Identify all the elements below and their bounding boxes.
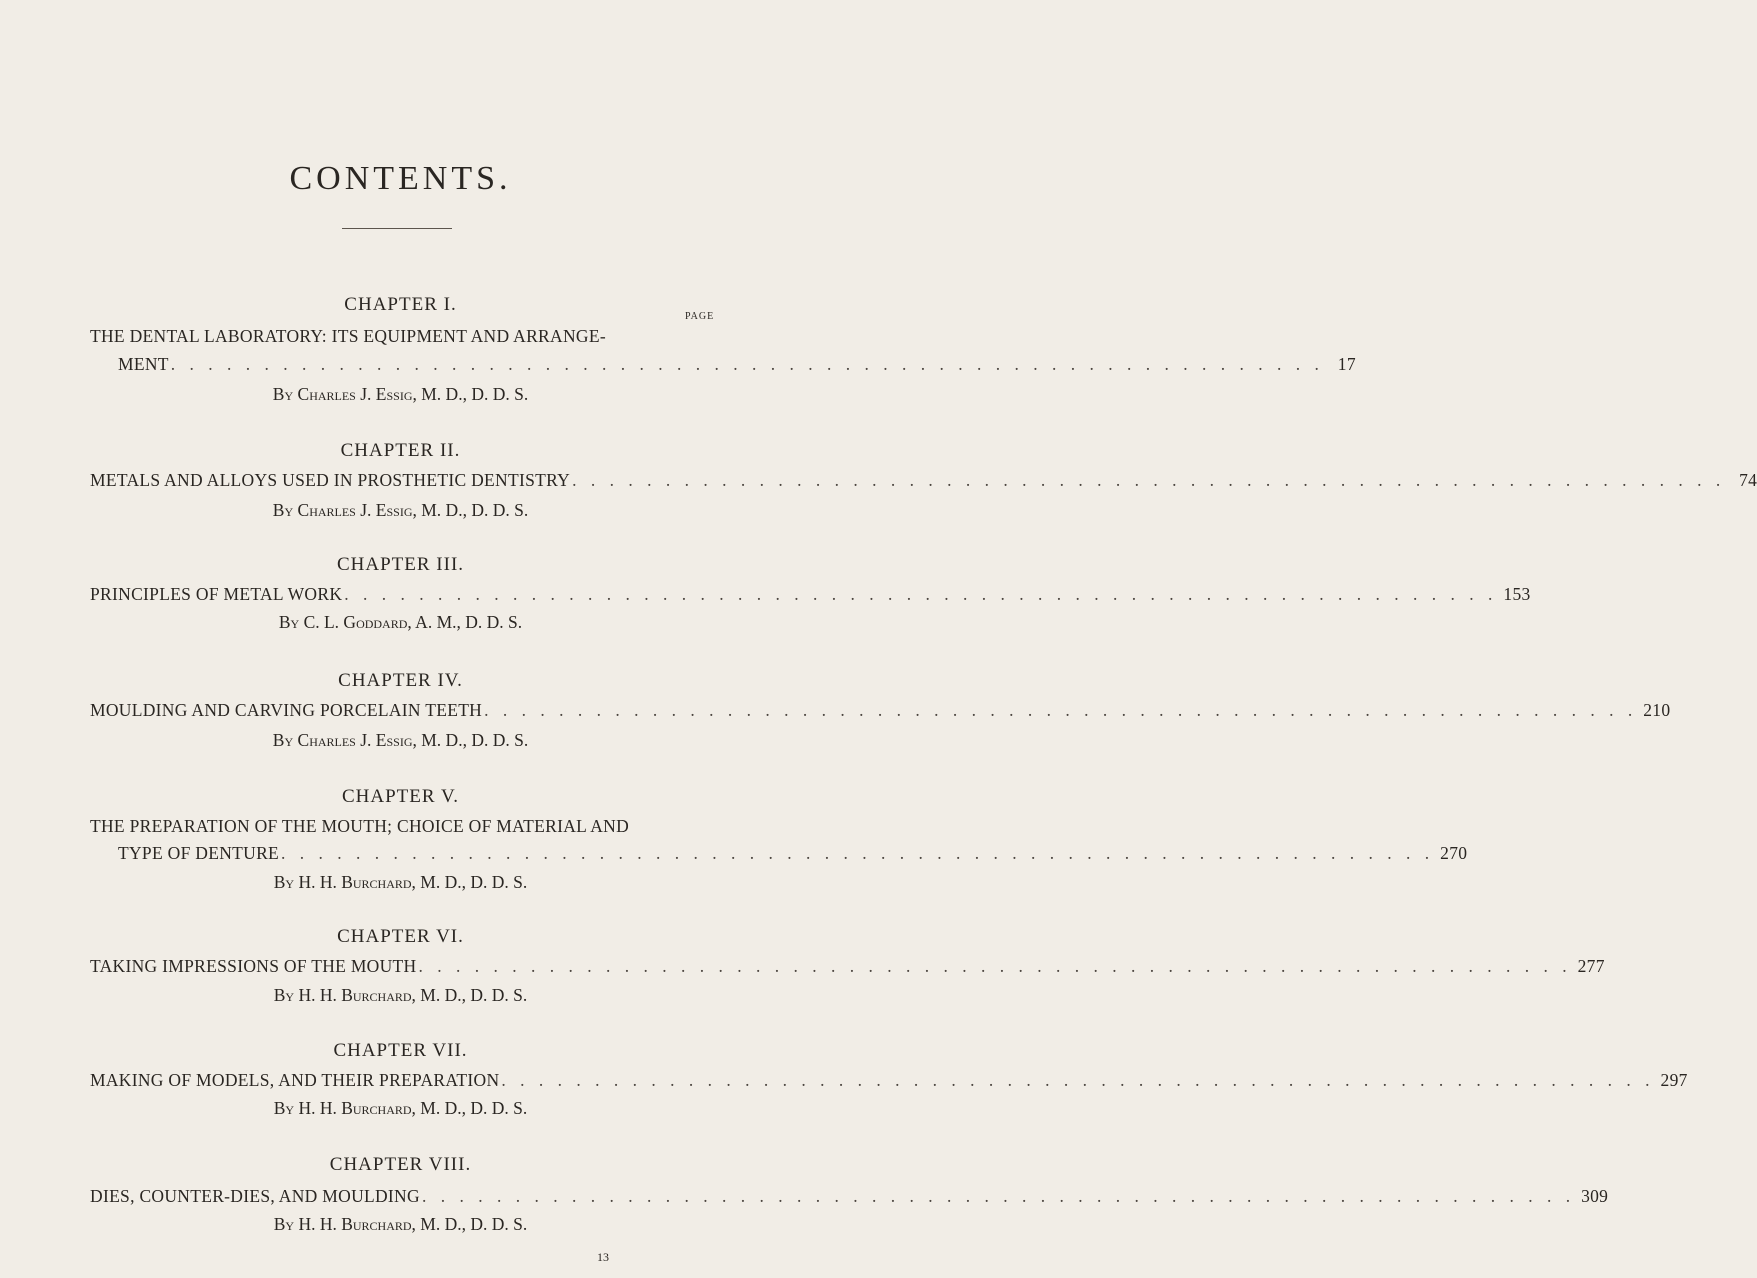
author-by: By — [273, 872, 295, 892]
chapter-author — [0, 612, 801, 633]
page-number: 74 — [1739, 470, 1757, 490]
chapter-author — [0, 384, 801, 405]
chapter-title: TAKING IMPRESSIONS OF THE MOUTH — [90, 956, 417, 976]
chapter-title: THE PREPARATION OF THE MOUTH; CHOICE OF MATERIAL AND — [90, 816, 630, 836]
toc-entry — [118, 843, 1468, 864]
dot-leader: . . . . . . . . . . . . . . . . . . . . . . . . . . . . . . . . . . . . . . . . . . . . . . . . . . . . . . . . . . . . . . — [418, 956, 1572, 976]
author-name: H. H. Burchard, M. D., D. D. S. — [298, 1098, 528, 1118]
chapter-author — [0, 1214, 801, 1235]
author-by: By — [278, 612, 300, 632]
page-number: 270 — [1440, 843, 1468, 863]
author-name: Charles J. Essig, M. D., D. D. S. — [297, 730, 529, 750]
toc-entry — [90, 956, 1605, 977]
page-number: 210 — [1643, 700, 1671, 720]
toc-entry — [90, 470, 1757, 491]
dot-leader: . . . . . . . . . . . . . . . . . . . . . . . . . . . . . . . . . . . . . . . . . . . . . . . . . . . . . . . . . . . . . . — [281, 843, 1435, 863]
author-name: H. H. Burchard, M. D., D. D. S. — [298, 872, 528, 892]
toc-entry — [90, 1070, 1688, 1091]
author-by: By — [273, 1214, 295, 1234]
chapter-author — [0, 500, 801, 521]
author-by: By — [272, 384, 294, 404]
dot-leader: . . . . . . . . . . . . . . . . . . . . . . . . . . . . . . . . . . . . . . . . . . . . . . . . . . . . . . . . . . . . . . — [501, 1070, 1655, 1090]
dot-leader: . . . . . . . . . . . . . . . . . . . . . . . . . . . . . . . . . . . . . . . . . . . . . . . . . . . . . . . . . . . . . . — [572, 470, 1726, 490]
chapter-heading: CHAPTER VI. — [337, 926, 464, 947]
page-number: 277 — [1577, 956, 1605, 976]
author-name: H. H. Burchard, M. D., D. D. S. — [298, 1214, 528, 1234]
chapter-heading: CHAPTER I. — [344, 294, 457, 315]
dot-leader: . . . . . . . . . . . . . . . . . . . . . . . . . . . . . . . . . . . . . . . . . . . . . . . . . . . . . . . . . . . . . . — [344, 584, 1498, 604]
dot-leader: . . . . . . . . . . . . . . . . . . . . . . . . . . . . . . . . . . . . . . . . . . . . . . . . . . . . . . . . . . . . . . — [484, 700, 1638, 720]
page-number: 17 — [1337, 354, 1356, 374]
dot-leader: . . . . . . . . . . . . . . . . . . . . . . . . . . . . . . . . . . . . . . . . . . . . . . . . . . . . . . . . . . . . . . — [421, 1186, 1576, 1206]
chapter-author — [0, 730, 801, 751]
author-name: Charles J. Essig, M. D., D. D. S. — [297, 384, 529, 404]
page-title: CONTENTS. — [289, 160, 512, 197]
toc-entry — [90, 700, 1671, 721]
chapter-author — [0, 872, 801, 893]
chapter-heading: CHAPTER V. — [342, 786, 459, 807]
chapter-title-continued: TYPE OF DENTURE — [118, 843, 280, 863]
chapter-author — [0, 1098, 801, 1119]
chapter-heading: CHAPTER VIII. — [329, 1154, 472, 1175]
dot-leader: . . . . . . . . . . . . . . . . . . . . . . . . . . . . . . . . . . . . . . . . . . . . . . . . . . . . . . . . . . . . . . — [170, 354, 1324, 374]
page-number: 297 — [1660, 1070, 1688, 1090]
author-by: By — [273, 985, 295, 1005]
chapter-author — [0, 985, 801, 1006]
chapter-heading: CHAPTER III. — [336, 554, 465, 575]
author-name: Charles J. Essig, M. D., D. D. S. — [297, 500, 529, 520]
title-rule — [342, 228, 452, 229]
chapter-title: MOULDING AND CARVING PORCELAIN TEETH — [90, 700, 483, 720]
chapter-title-continued: MENT — [118, 354, 169, 374]
chapter-heading: CHAPTER II. — [340, 440, 461, 461]
chapter-title: THE DENTAL LABORATORY: ITS EQUIPMENT AND ARRANGE- — [90, 326, 606, 346]
page-number: 309 — [1581, 1186, 1609, 1206]
chapter-title: MAKING OF MODELS, AND THEIR PREPARATION — [90, 1070, 500, 1090]
author-by: By — [272, 730, 294, 750]
toc-entry — [90, 1186, 1609, 1207]
folio-number: 13 — [597, 1250, 609, 1264]
toc-entry — [118, 354, 1356, 375]
author-name: H. H. Burchard, M. D., D. D. S. — [298, 985, 528, 1005]
page-column-label: PAGE — [685, 311, 715, 322]
chapter-heading: CHAPTER VII. — [333, 1040, 468, 1061]
chapter-title: METALS AND ALLOYS USED IN PROSTHETIC DENTISTRY — [90, 470, 571, 490]
toc-entry — [90, 584, 1531, 605]
page-number: 153 — [1503, 584, 1531, 604]
author-by: By — [272, 500, 294, 520]
chapter-heading: CHAPTER IV. — [338, 670, 463, 691]
author-by: By — [273, 1098, 295, 1118]
author-name: C. L. Goddard, A. M., D. D. S. — [303, 612, 523, 632]
chapter-title: PRINCIPLES OF METAL WORK — [90, 584, 343, 604]
chapter-title: DIES, COUNTER-DIES, AND MOULDING — [90, 1186, 420, 1206]
